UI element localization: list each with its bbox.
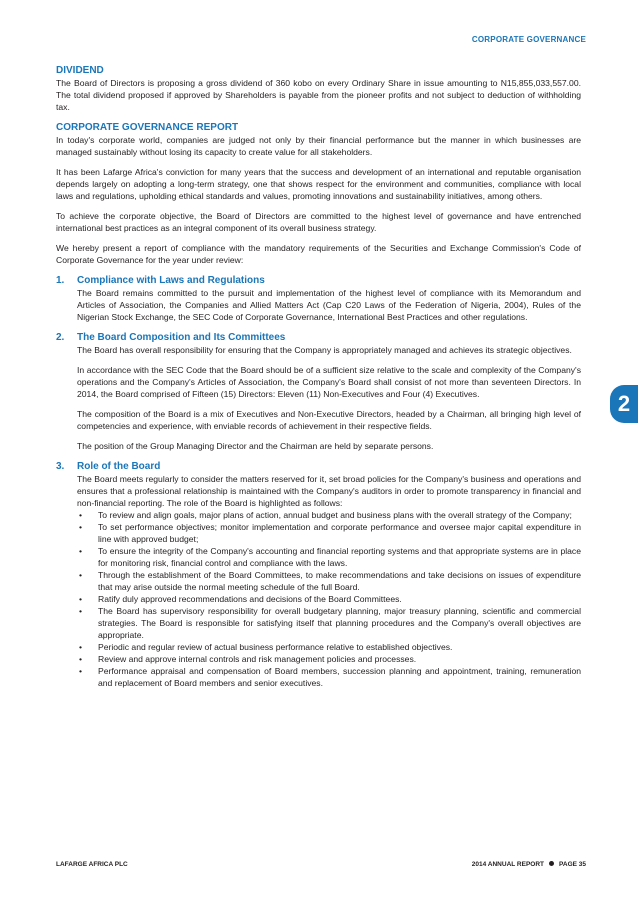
section-header-tag: CORPORATE GOVERNANCE	[471, 35, 586, 44]
cg-paragraph: It has been Lafarge Africa's conviction for many years that the success and development of an international and reputable organisation depends largely on adopting a long-term strategy, one that shows respect for the environment and communities, compliance with local laws and regulations, upholding ethical standards and values, promoting innovations and sustainability initiatives, among others.	[56, 167, 581, 201]
section-1-heading	[56, 274, 581, 287]
section-1-title: Compliance with Laws and Regulations	[77, 275, 265, 286]
list-item: • Review and approve internal controls and risk management policies and processes.	[77, 653, 581, 665]
cg-paragraph: We hereby present a report of compliance with the mandatory requirements of the Securities and Exchange Commission's Code of Corporate Governance for the year under review:	[56, 243, 581, 265]
list-item: • Periodic and regular review of actual business performance relative to established objectives.	[77, 641, 581, 653]
section-3-intro: The Board meets regularly to consider the matters reserved for it, set broad policies for the Company's business and operations and ensures that a professional relationship is maintained with the Company's auditors in order to promote transparency in financial and non-financial reporting. The role of the Board is highlighted as follows:	[77, 474, 581, 508]
list-item: • Ratify duly approved recommendations and decisions of the Board Committees.	[77, 593, 581, 605]
cg-report-title: CORPORATE GOVERNANCE REPORT	[56, 122, 239, 133]
list-item: • Through the establishment of the Board Committees, to make recommendations and take decisions on issues of expenditure that may arise outside the normal meeting schedule of the full Board.	[77, 569, 581, 593]
footer-report: 2014 ANNUAL REPORT	[471, 861, 545, 868]
section-3-title: Role of the Board	[77, 461, 161, 472]
dividend-title: DIVIDEND	[56, 65, 104, 76]
footer-report-info	[472, 861, 586, 868]
bullet-dot-icon	[549, 861, 554, 866]
board-role-list	[56, 509, 581, 689]
list-item: • To set performance objectives; monitor implementation and corporate performance and oversee major capital expenditure in line with approved budget;	[77, 521, 581, 545]
cg-paragraph: To achieve the corporate objective, the Board of Directors are committed to the highest level of governance and have entrenched international best practices as an integral component of its overall business strategy.	[56, 211, 581, 233]
page-content	[56, 64, 581, 689]
footer-company: LAFARGE AFRICA PLC	[56, 861, 128, 868]
dividend-text: The Board of Directors is proposing a gross dividend of 360 kobo on every Ordinary Share in issue amounting to N15,855,033,557.00. The total dividend proposed if approved by Shareholders is payable from the pioneer profits and not subject to deduction of withholding tax.	[56, 78, 581, 112]
section-3-number: 3.	[56, 461, 65, 472]
footer-page-number: PAGE 35	[559, 861, 586, 868]
list-item: • Performance appraisal and compensation of Board members, succession planning and appointment, training, remuneration and replacement of Board members and senior executives.	[77, 665, 581, 689]
cg-paragraph: In today's corporate world, companies are judged not only by their financial performance but the manner in which businesses are managed sustainably without losing its capacity to create value for all stakeholders.	[56, 135, 581, 157]
chapter-tab: 2	[610, 385, 638, 423]
section-2-heading	[56, 331, 581, 344]
section-2-title: The Board Composition and Its Committees	[77, 332, 286, 343]
section-2-paragraph: The Board has overall responsibility for ensuring that the Company is appropriately managed and achieves its strategic objectives.	[77, 345, 572, 355]
list-item: • To ensure the integrity of the Company's accounting and financial reporting systems and that appropriate systems are in place for monitoring risk, financial control and compliance with the laws.	[77, 545, 581, 569]
section-3-heading	[56, 460, 581, 473]
section-2-paragraph: In accordance with the SEC Code that the Board should be of a sufficient size relative to the scale and complexity of the Company's operations and the Company's Articles of Association, the Company's Board shall consist of not more than seventeen Directors. In 2014, the Board comprised of Fifteen (15) Directors: Eleven (11) Non-Executives and Four (4) Executives.	[77, 365, 581, 399]
section-2-number: 2.	[56, 332, 65, 343]
list-item: • The Board has supervisory responsibility for overall budgetary planning, major treasury planning, scientific and commercial strategies. The Board is responsible for satisfying itself that planning procedures and the Company's overall objectives are appropriate.	[77, 605, 581, 641]
section-1-number: 1.	[56, 275, 65, 286]
list-item: • To review and align goals, major plans of action, annual budget and business plans with the overall strategy of the Company;	[77, 509, 581, 521]
section-2-paragraph: The composition of the Board is a mix of Executives and Non-Executive Directors, headed by a Chairman, all bringing high level of competencies and experience, with enviable records of achievement in their respective fields.	[77, 409, 581, 431]
section-1-text: The Board remains committed to the pursuit and implementation of the highest level of compliance with its Memorandum and Articles of Association, the Companies and Allied Matters Act (Cap C20 Laws of the Federation of Nigeria, 2004), Rules of the Nigerian Stock Exchange, the SEC Code of Corporate Governance, International Best Practices and other regulations.	[77, 288, 581, 322]
section-2-paragraph: The position of the Group Managing Director and the Chairman are held by separate persons.	[77, 441, 434, 451]
